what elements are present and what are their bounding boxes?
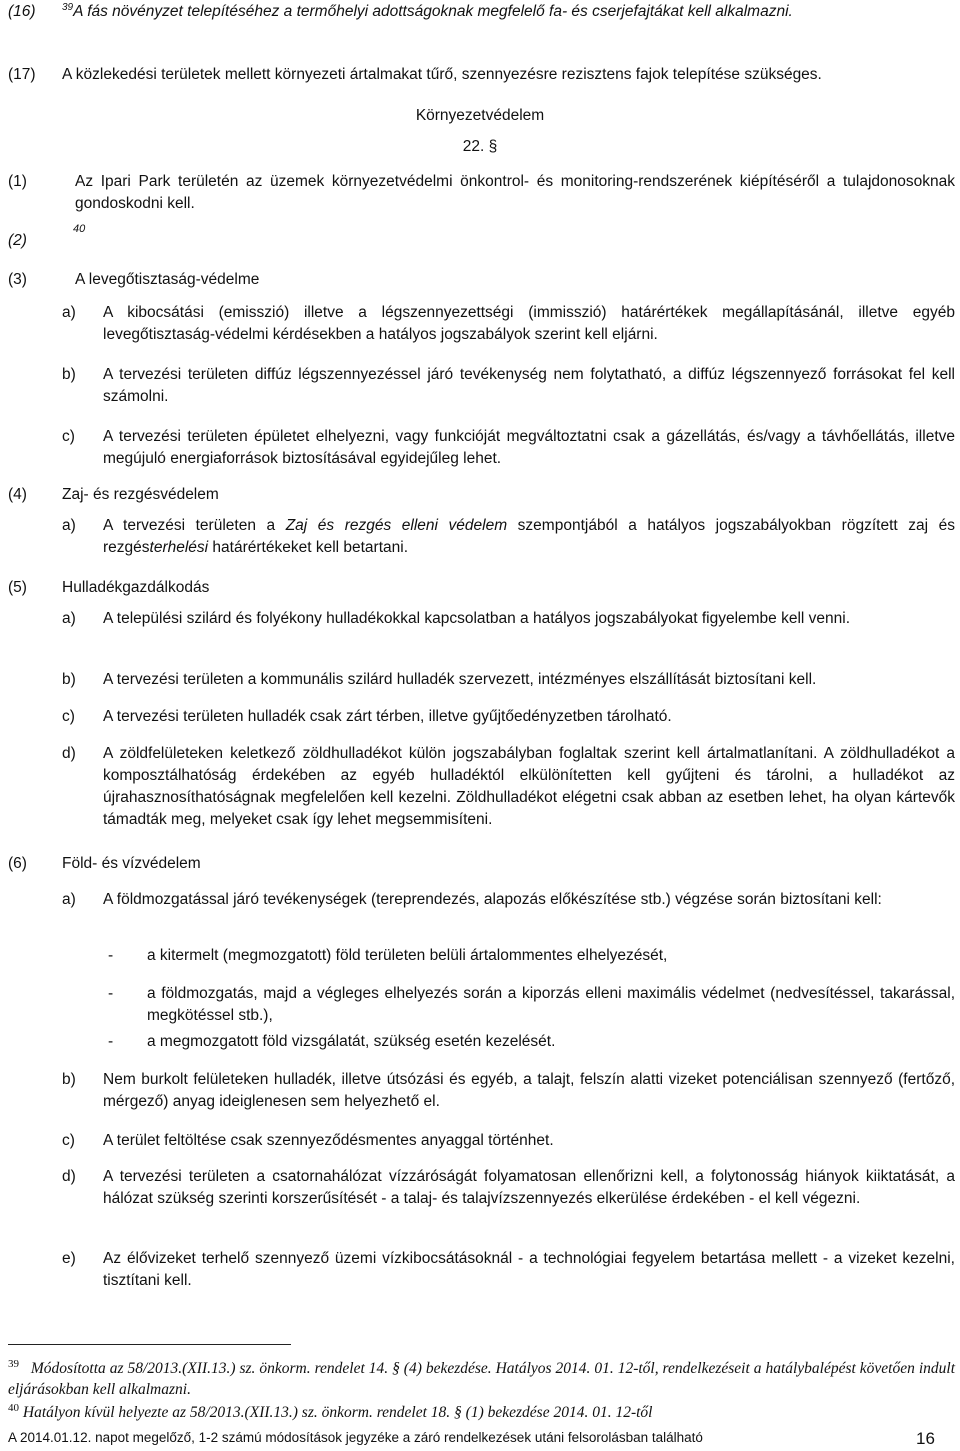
item-label: a): [62, 610, 76, 627]
footnote-ref[interactable]: 39: [62, 1, 74, 13]
footnote-separator: [8, 1344, 291, 1345]
list-item: A zöldfelületeken keletkező zöldhulladékot külön jogszabályban foglaltak szerint kell ártalmatlanítani. A zöldhulladékot a komposztálhatóság érdekében az egyéb hulladéktól elkülönítetten kell gyűjteni és tárolni, a hulladékot az újrahasznosíthatóságnak megfelelően kell kezelni. Zöldhulladékot elégetni csak abban az esetben lehet, ha olyan kártevők támadták meg, melyeket csak így lehet megsemmisíteni.: [103, 745, 955, 828]
item-label: c): [62, 1132, 75, 1149]
paragraph-number: (4): [8, 486, 27, 503]
list-item: A tervezési területen diffúz légszennyezéssel járó tevékenység nem folytatható, a diffúz légszennyező forrásokat fel kell számolni.: [103, 366, 955, 405]
item-label: c): [62, 428, 75, 445]
footnote-ref[interactable]: 40: [73, 223, 86, 235]
text-run: szempontjából a hatályos jogszabályokban rögzített zaj és rezgés: [103, 517, 955, 556]
subsection-title: Hulladékgazdálkodás: [62, 579, 210, 596]
list-item: [103, 515, 955, 559]
text-run: határértékeket kell betartani.: [208, 539, 409, 556]
footnote-number: 39: [8, 1357, 19, 1370]
list-item: A tervezési területen épületet elhelyezni, vagy funkcióját megváltoztatni csak a gázellátás, és/vagy a távhőellátás, illetve megújuló energiaforrások biztosításával egyidejűleg lehet.: [103, 428, 955, 467]
subsection-title: Zaj- és rezgésvédelem: [62, 486, 219, 503]
list-item: A tervezési területen a kommunális szilárd hulladék szervezett, intézményes elszállítását biztosítani kell.: [103, 671, 817, 688]
page-number: 16: [916, 1429, 935, 1448]
item-label: e): [62, 1250, 76, 1267]
footnote-39: [8, 1358, 955, 1400]
item-label: b): [62, 671, 76, 688]
footnote-number: 40: [8, 1401, 19, 1414]
dash-marker: -: [108, 1033, 114, 1050]
subsection-title: A levegőtisztaság-védelme: [75, 271, 260, 288]
dash-marker: -: [108, 947, 114, 964]
list-item: Nem burkolt felületeken hulladék, illetve útsózási és egyéb, a talajt, felszín alatti vizeket potenciálisan szennyező (fertőző, mérgező) anyag ideiglenesen sem helyezhető el.: [103, 1071, 955, 1110]
paragraph-1: Az Ipari Park területén az üzemek környezetvédelmi önkontrol- és monitoring-rendszerének kiépítéséről a tulajdonosoknak gondoskodni kell.: [75, 173, 955, 212]
list-item: A települési szilárd és folyékony hulladékokkal kapcsolatban a hatályos jogszabályokat figyelembe kell venni.: [103, 610, 851, 627]
page-footer-note: A 2014.01.12. napot megelőző, 1-2 számú módosítások jegyzéke a záró rendelkezések utáni felsorolásban található: [8, 1430, 703, 1445]
item-label: b): [62, 1071, 76, 1088]
section-number: 22. §: [462, 138, 498, 155]
paragraph-number: (6): [8, 855, 27, 872]
footnote-text: Hatályon kívül helyezte az 58/2013.(XII.13.) sz. önkorm. rendelet 18. § (1) bekezdése 2014. 01. 12-től: [22, 1404, 653, 1421]
paragraph-number: (1): [8, 173, 27, 190]
section-title: Környezetvédelem: [415, 107, 545, 124]
paragraph-16: [62, 1, 955, 23]
paragraph-number: (3): [8, 271, 27, 288]
item-label: a): [62, 891, 76, 908]
paragraph-number: (17): [8, 66, 36, 83]
dash-marker: -: [108, 985, 114, 1002]
paragraph-number: (2): [8, 232, 27, 249]
subsection-title: Föld- és vízvédelem: [62, 855, 201, 872]
list-item: A tervezési területen hulladék csak zárt térben, illetve gyűjtőedényzetben tárolható.: [103, 708, 672, 725]
paragraph-number: (5): [8, 579, 27, 596]
item-label: c): [62, 708, 75, 725]
paragraph-17: A közlekedési területek mellett környezeti ártalmakat tűrő, szennyezésre rezisztens fajok telepítése szükséges.: [62, 66, 822, 83]
list-item: A terület feltöltése csak szennyeződésmentes anyaggal történhet.: [103, 1132, 554, 1149]
paragraph-number: (16): [8, 3, 36, 20]
list-item: Az élővizeket terhelő szennyező üzemi vízkibocsátásoknál - a technológiai fegyelem betartása mellett - a vizeket kezelni, tisztítani kell.: [103, 1250, 955, 1289]
text-run: A tervezési területen a: [103, 517, 286, 534]
item-label: b): [62, 366, 76, 383]
item-label: a): [62, 304, 76, 321]
text-run-italic: terhelési: [149, 539, 209, 556]
list-item: A tervezési területen a csatornahálózat vízzáróságát folyamatosan ellenőrizni kell, a folytonosság hiányok kiiktatását, a hálózat szükség szerinti korszerűsítését - a talaj- és talajvízszennyezés elkerülése érdekében - el kell végezni.: [103, 1168, 955, 1207]
footnote-text: Módosította az 58/2013.(XII.13.) sz. önkorm. rendelet 14. § (4) bekezdése. Hatályos 2014. 01. 12-től, rendelkezéseit a hatálybalépést követően indult eljárásokban kell alkalmazni.: [8, 1360, 955, 1398]
list-item: A földmozgatással járó tevékenységek (tereprendezés, alapozás előkészítése stb.) végzése során biztosítani kell:: [103, 891, 882, 908]
item-label: d): [62, 745, 76, 762]
footnote-40: [8, 1402, 955, 1423]
paragraph-text: A fás növényzet telepítéséhez a termőhelyi adottságoknak megfelelő fa- és cserjefajtákat kell alkalmazni.: [73, 3, 793, 20]
dash-item: a kitermelt (megmozgatott) föld területen belüli ártalommentes elhelyezését,: [147, 947, 668, 964]
dash-item: a megmozgatott föld vizsgálatát, szükség esetén kezelését.: [147, 1033, 556, 1050]
item-label: d): [62, 1168, 76, 1185]
dash-item: a földmozgatás, majd a végleges elhelyezés során a kiporzás elleni maximális védelmet (nedvesítéssel, takarással, megkötéssel stb.),: [147, 985, 955, 1024]
item-label: a): [62, 517, 76, 534]
text-run-italic: Zaj és rezgés elleni védelem: [285, 517, 508, 534]
list-item: A kibocsátási (emisszió) illetve a légszennyezettségi (immisszió) határértékek megállapításánál, illetve egyéb levegőtisztaság-védelmi kérdésekben a hatályos jogszabályok szerint kell eljárni.: [103, 304, 955, 343]
